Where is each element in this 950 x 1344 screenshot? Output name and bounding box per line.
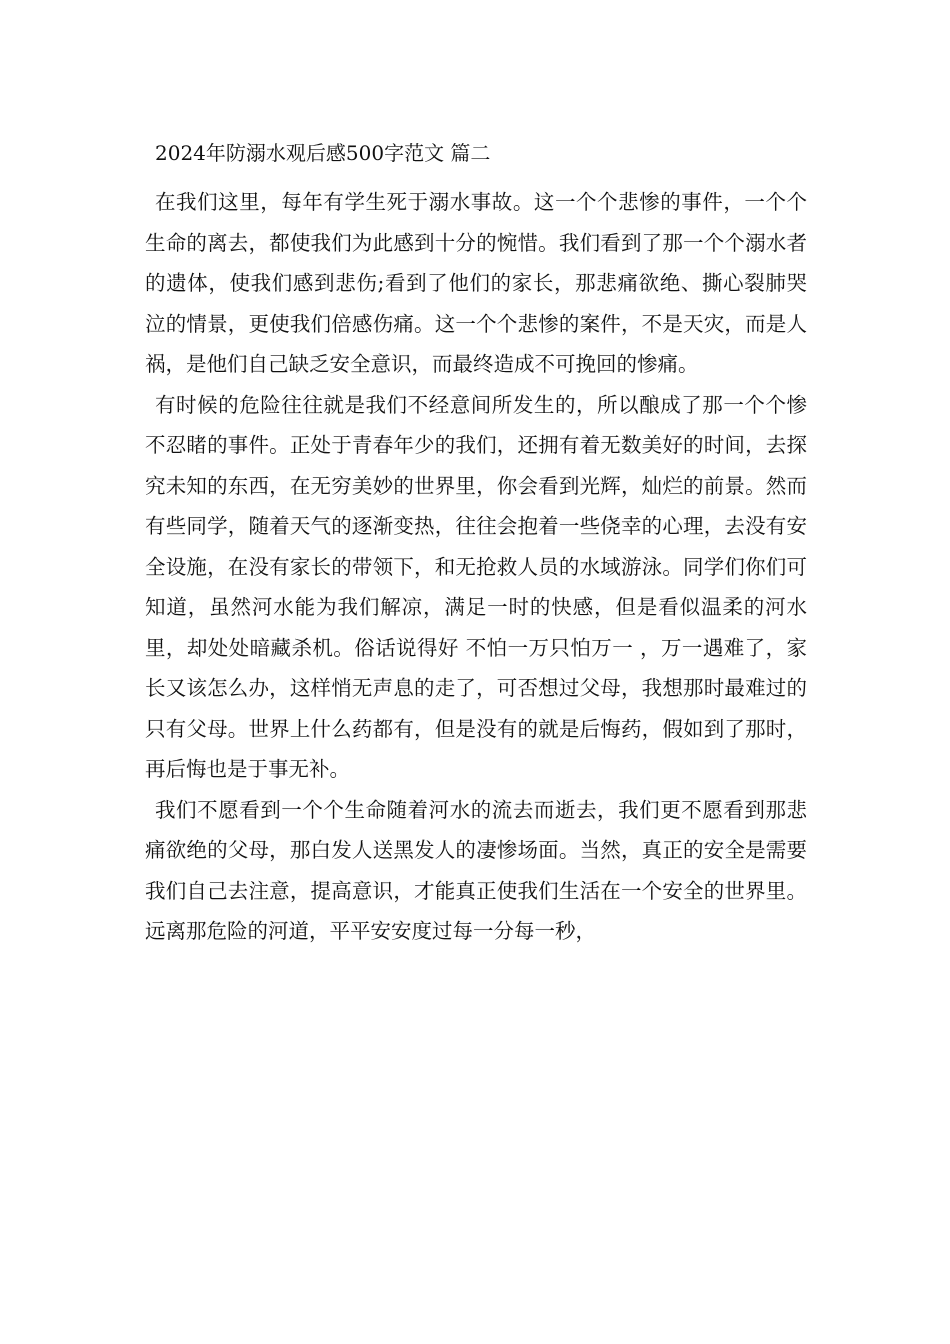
document-body — [145, 182, 807, 952]
paragraph-2: 有时候的危险往往就是我们不经意间所发生的，所以酿成了那一个个惨不忍睹的事件。正处于青春年少的我们，还拥有着无数美好的时间，去探究未知的东西，在无穷美妙的世界里，你会看到光辉，灿烂的前景。然而有些同学，随着天气的逐渐变热，往往会抱着一些侥幸的心理，去没有安全设施，在没有家长的带领下，和无抢救人员的水域游泳。同学们你们可知道，虽然河水能为我们解凉，满足一时的快感，但是看似温柔的河水里，却处处暗藏杀机。俗话说得好 不怕一万只怕万一 ，万一遇难了，家长又该怎么办，这样悄无声息的走了，可否想过父母，我想那时最难过的只有父母。世界上什么药都有，但是没有的就是后悔药，假如到了那时，再后悔也是于事无补。 — [145, 392, 807, 781]
document-title: 2024年防溺水观后感500字范文 篇二 — [155, 141, 491, 165]
paragraph-3: 我们不愿看到一个个生命随着河水的流去而逝去，我们更不愿看到那悲痛欲绝的父母，那白发人送黑发人的凄惨场面。当然，真正的安全是需要我们自己去注意，提高意识，才能真正使我们生活在一个安全的世界里。远离那危险的河道，平平安安度过每一分每一秒， — [145, 797, 807, 943]
paragraph-1: 在我们这里，每年有学生死于溺水事故。这一个个悲惨的事件，一个个生命的离去，都使我们为此感到十分的惋惜。我们看到了那一个个溺水者的遗体，使我们感到悲伤;看到了他们的家长，那悲痛欲绝、撕心裂肺哭泣的情景，更使我们倍感伤痛。这一个个悲惨的案件，不是天灾，而是人祸，是他们自己缺乏安全意识，而最终造成不可挽回的惨痛。 — [145, 190, 807, 376]
